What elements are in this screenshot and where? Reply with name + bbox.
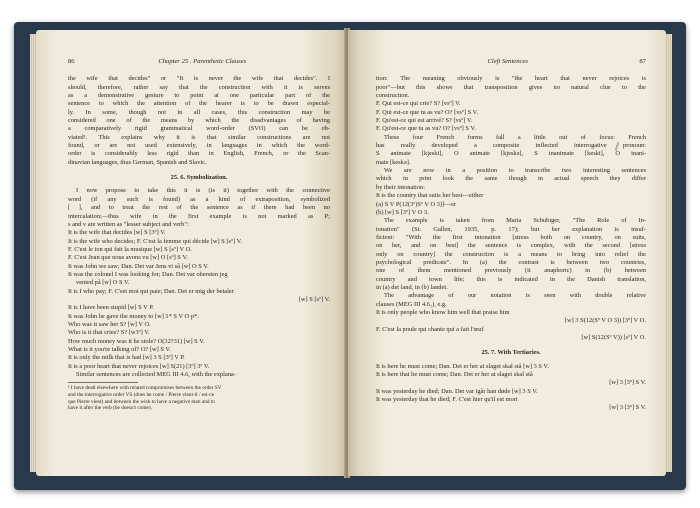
- text-line: in (a) det land, in (b) landet.: [376, 283, 448, 291]
- footnote-line: que Pierre vient) and between the wish to have a negative men and to: [68, 398, 215, 405]
- example-line: vented på [w] O S V.: [76, 279, 130, 287]
- right-page-text: [376, 58, 646, 413]
- text-line: [w] 3 S(12(Sº V O 3)) [3º] V O.: [564, 317, 646, 325]
- left-running-header: [68, 58, 330, 66]
- example-line: It is the wife who decides; F. C'est la femme qui décide [w] S [sº] V.: [68, 237, 243, 245]
- left-para-1: [68, 75, 330, 167]
- section-heading: 25. 6. Symbolization.: [170, 174, 228, 182]
- example-line: It is I who pay; F. C'est moi qui paie; Dan. Det er mig der betaler: [68, 287, 234, 295]
- text-line: These four French forms fall a little out of focus: French: [384, 133, 646, 141]
- example-line: It was yesterday he died; Dan. Det var igår han døde [w] 3 S V.: [376, 387, 538, 395]
- right-running-header: [376, 58, 646, 66]
- text-line: by their intonation:: [376, 183, 425, 191]
- example-line: [w] 3 [3º] S V.: [609, 379, 646, 387]
- text-line: The advantage of our notation is seen with double relative: [384, 292, 646, 300]
- example-line: F. C'est le ton qui fait la musique [w] S [sº] V O.: [68, 245, 192, 253]
- example-line: It is here he must come; Dan. Det er her at slaget skal stå [w] 3 S V.: [376, 362, 549, 370]
- example-line: F. Qui est-ce que tu as vu? O? [vsº] S V.: [376, 108, 479, 116]
- text-line: [ ], and to treat the rest of the sentence as if there had been no: [68, 204, 330, 212]
- text-line: dinavian languages, thus German, Spanish and Slavic.: [68, 158, 207, 166]
- text-line: a comparatively rigid grammatical word-order (SVO) can be ob-: [68, 125, 330, 133]
- text-line: one of them mentioned previously (it anaphoric) in (b) between: [376, 267, 646, 275]
- section-heading: 25. 7. With Tertiaries.: [481, 349, 541, 357]
- right-page-number: 87: [639, 58, 646, 65]
- text-line: on her, and on best] the sentence is complex, with the second [stress: [376, 242, 646, 250]
- left-page-text: [68, 58, 330, 412]
- footnote: [68, 385, 330, 411]
- text-line: ly. In some, though not in all cases, this construction may be: [68, 108, 330, 116]
- text-line: It is only people who know him well that praise him: [376, 308, 510, 316]
- example-line: F. C'est Jean que nous avons vu [w] O [sº] S V.: [68, 254, 188, 262]
- text-line: clauses (MEG III 4.6₂), e.g.: [376, 300, 447, 308]
- example-line: [w] 3 [3º] S V.: [609, 404, 646, 412]
- example-line: It was the colonel I was looking for; Dan. Det var obersten jeg: [68, 270, 228, 278]
- right-para-5: [376, 292, 646, 342]
- text-line: ficient: "With the first intonation [stress both on country, on suits,: [376, 233, 646, 241]
- text-line: only on country] the construction is a means to bring into relief the: [376, 250, 646, 258]
- text-line: We are now in a position to transcribe two interesting sentences: [384, 167, 646, 175]
- text-line: should, therefore, rather say that the construction with it is serves: [68, 83, 330, 91]
- text-line: (b) [w] S [3º] V O 3.: [376, 208, 429, 216]
- text-line: order is considerably less rigid than in English, French, or the Scan-: [68, 150, 330, 158]
- example-line: It was John he gave the money to [w] 1* S V O p*.: [68, 312, 199, 320]
- example-line: How much money was it he stole? O(32?31) [w] S V.: [68, 337, 205, 345]
- text-line: s and v are written as "lesser subject and verb":: [68, 220, 189, 228]
- text-line: found, or are not used extensively, in languages in which the word-: [68, 142, 330, 150]
- text-line: sentence to which the attention of the hearer is to be drawn especial-: [68, 100, 330, 108]
- left-examples: [68, 229, 330, 379]
- text-line: mate [keskə].: [376, 158, 411, 166]
- text-line: construction.: [376, 92, 410, 100]
- right-examples-1: [376, 100, 646, 133]
- footnote-line: have it after the verb (he doesn't come).: [68, 405, 152, 412]
- text-line: word (if any such is found) as a kind of extraposition, symbolized: [68, 195, 330, 203]
- text-line: the wife that decides" or "It is never the wife that decides". I: [68, 75, 330, 83]
- right-running-head: Cleft Sentences: [487, 58, 528, 65]
- example-line: It was yesterday that he died; F. C'est hier qu'il est mort: [376, 396, 518, 404]
- text-line: psychological predicate". In (a) the contrast is between two countries,: [376, 258, 646, 266]
- text-line: I now propose to take this it is (is it) together with the connective: [76, 187, 330, 195]
- text-line: which in print look the same though in actual speech they differ: [376, 175, 646, 183]
- example-line: F. Qui est-ce qui crie? S? [vsº] V.: [376, 100, 461, 108]
- footnote-line: ¹ I have dealt elsewhere with related compromises between the order SV: [68, 385, 222, 392]
- text-line: S animate [kjeski], O animate [kjeskə], S inanimate [keski], O inani-: [376, 150, 646, 158]
- example-line: It is here that he must come; Dan. Det er her at slaget skal stå: [376, 371, 533, 379]
- footnote-line: and the interrogative order VS (does he come / Pierre vient-il / est-ce: [68, 391, 215, 398]
- example-line: It is a poor heart that never rejoices [w] S(21) [3º] 3º V.: [68, 362, 210, 370]
- text-line: country and town life; this is indicated in the Danish translation,: [376, 275, 646, 283]
- text-line: (a) S V P(12(3º)Sº V O 3)]—or: [376, 200, 456, 208]
- left-running-head: Chapter 25 . Parenthetic Clauses: [158, 58, 247, 65]
- example-line: Who is it that cries? S? [w3º] V.: [68, 329, 150, 337]
- example-line: Who was it saw her S? [w] V O.: [68, 320, 151, 328]
- right-examples-2: [376, 363, 646, 413]
- left-page-number: 86: [68, 58, 75, 65]
- right-page: [348, 30, 666, 476]
- text-line: tonation" (St. Gallen, 1935, p. 17); but her explanation is insuf-: [376, 225, 646, 233]
- right-para-3: [376, 167, 646, 217]
- example-line: [w] S [sº] V.: [298, 295, 330, 303]
- text-line: considered one of the means by which the disadvantages of having: [68, 117, 330, 125]
- example-line: It is the wife that decides [w] S [3º] V.: [68, 229, 166, 237]
- text-line: The example is taken from Maria Schubiger, "The Role of In-: [384, 217, 646, 225]
- text-line: viated¹. This explains why it is that similar constructions are not: [68, 133, 330, 141]
- text-line: intercalation;—thus wife in the first example is not marked as P;: [68, 212, 330, 220]
- example-line: F. Qu'est-ce que tu as vu? O? [vsº] S V.: [376, 125, 476, 133]
- example-line: It is I have been stupid [w] S V P.: [68, 304, 154, 312]
- text-line: F. C'est la poule qui chante qui a fait l'œuf: [376, 325, 484, 333]
- text-line: It is the country that suits her best—either: [376, 192, 484, 200]
- text-line: poor"—but this shows that transposition gives no natural clue to the: [376, 83, 646, 91]
- example-line: F. Qu'est-ce qui est arrivé? S? [vsº] V.: [376, 117, 473, 125]
- right-para-4: [376, 217, 646, 292]
- right-para-2: [376, 134, 646, 167]
- text-line: as a demonstrative gesture to point at one particular part of the: [68, 92, 330, 100]
- example-line: Similar sentences are collected MEG III 4.6, with the explana-: [76, 371, 236, 379]
- right-para-1: [376, 75, 646, 100]
- left-page: [36, 30, 346, 476]
- example-line: What is it you're talking of? O? [w] S V.: [68, 346, 171, 353]
- example-line: It is only the milk that is had [w] 3 S [3º] V P.: [68, 354, 185, 362]
- example-line: It was John we saw; Dan. Det var Jens vi så [w] O S V.: [68, 262, 209, 270]
- text-line: has really developed a composite inflected interrogative pronoun:: [376, 142, 646, 150]
- text-line: tion: The meaning obviously is "the heart that never rejoices is: [376, 75, 646, 83]
- left-para-2: [68, 187, 330, 229]
- text-line: [w] S(12(Sº V)) [sº] V O.: [581, 334, 646, 341]
- page-stack-right: [666, 34, 672, 472]
